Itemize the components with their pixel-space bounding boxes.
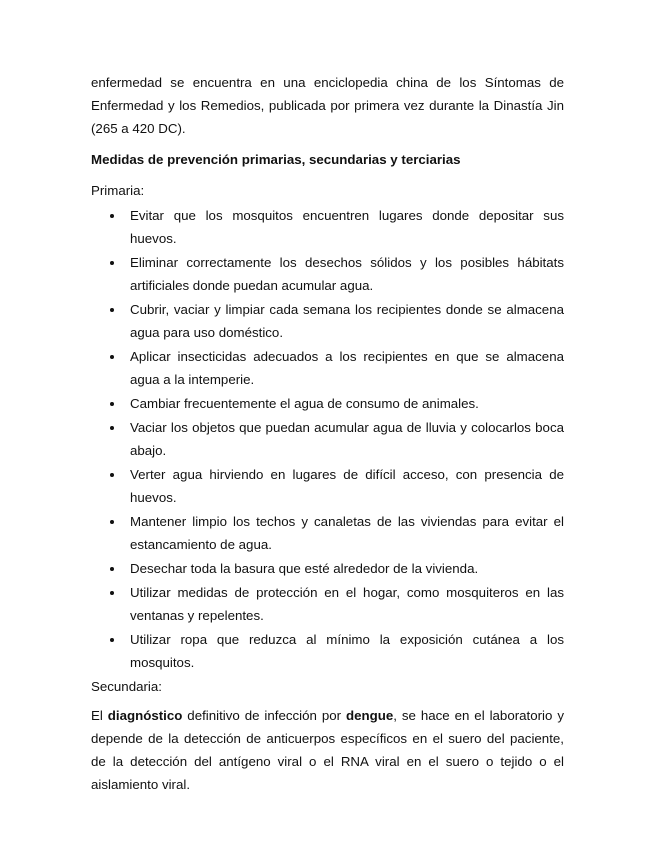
secondary-text-1: El bbox=[91, 708, 108, 723]
list-item bbox=[91, 345, 564, 391]
dengue-term: dengue bbox=[345, 708, 394, 723]
primary-label: Primaria: bbox=[91, 183, 145, 198]
list-item bbox=[91, 557, 564, 580]
list-item bbox=[91, 298, 564, 344]
list-item-text: Cambiar frecuentemente el agua de consumo de animales. bbox=[130, 396, 479, 411]
document-page bbox=[91, 71, 564, 796]
list-item bbox=[91, 628, 564, 674]
list-item bbox=[91, 251, 564, 297]
secondary-text-3: , se hace en el laboratorio y depende de la detección de anticuerpos específicos en el suero del paciente, de la detección del antígeno viral o el RNA viral en el suero o tejido o el aislamiento viral. bbox=[91, 708, 564, 792]
list-item-text: Vaciar los objetos que puedan acumular agua de lluvia y colocarlos boca abajo. bbox=[130, 420, 564, 458]
bullet-icon bbox=[110, 520, 114, 524]
diagnostico-term: diagnóstico bbox=[107, 708, 183, 723]
bullet-icon bbox=[110, 567, 114, 571]
secondary-paragraph bbox=[91, 704, 564, 796]
bullet-icon bbox=[110, 214, 114, 218]
list-item bbox=[91, 416, 564, 462]
bullet-icon bbox=[110, 473, 114, 477]
list-item-text: Eliminar correctamente los desechos sólidos y los posibles hábitats artificiales donde puedan acumular agua. bbox=[130, 255, 564, 293]
list-item-text: Desechar toda la basura que esté alrededor de la vivienda. bbox=[130, 561, 479, 576]
list-item-text: Cubrir, vaciar y limpiar cada semana los recipientes donde se almacena agua para uso doméstico. bbox=[130, 302, 564, 340]
list-item bbox=[91, 204, 564, 250]
bullet-icon bbox=[110, 426, 114, 430]
bullet-icon bbox=[110, 261, 114, 265]
bullet-icon bbox=[110, 402, 114, 406]
list-item bbox=[91, 463, 564, 509]
list-item-text: Evitar que los mosquitos encuentren lugares donde depositar sus huevos. bbox=[130, 208, 564, 246]
list-item-text: Aplicar insecticidas adecuados a los recipientes en que se almacena agua a la intemperie. bbox=[130, 349, 564, 387]
section-heading: Medidas de prevención primarias, secundarias y terciarias bbox=[91, 152, 461, 167]
list-item bbox=[91, 510, 564, 556]
list-item bbox=[91, 392, 564, 415]
list-item-text: Verter agua hirviendo en lugares de difícil acceso, con presencia de huevos. bbox=[130, 467, 564, 505]
list-item-text: Mantener limpio los techos y canaletas de las viviendas para evitar el estancamiento de agua. bbox=[130, 514, 564, 552]
primary-list bbox=[91, 204, 564, 674]
bullet-icon bbox=[110, 591, 114, 595]
bullet-icon bbox=[110, 355, 114, 359]
list-item bbox=[91, 581, 564, 627]
bullet-icon bbox=[110, 308, 114, 312]
intro-paragraph: enfermedad se encuentra en una enciclopedia china de los Síntomas de Enfermedad y los Remedios, publicada por primera vez durante la Dinastía Jin (265 a 420 DC). bbox=[91, 75, 564, 136]
bullet-icon bbox=[110, 638, 114, 642]
secondary-text-2: definitivo de infección por bbox=[182, 708, 346, 723]
list-item-text: Utilizar ropa que reduzca al mínimo la exposición cutánea a los mosquitos. bbox=[130, 632, 564, 670]
list-item-text: Utilizar medidas de protección en el hogar, como mosquiteros en las ventanas y repelentes. bbox=[130, 585, 564, 623]
secondary-label: Secundaria: bbox=[91, 679, 162, 694]
